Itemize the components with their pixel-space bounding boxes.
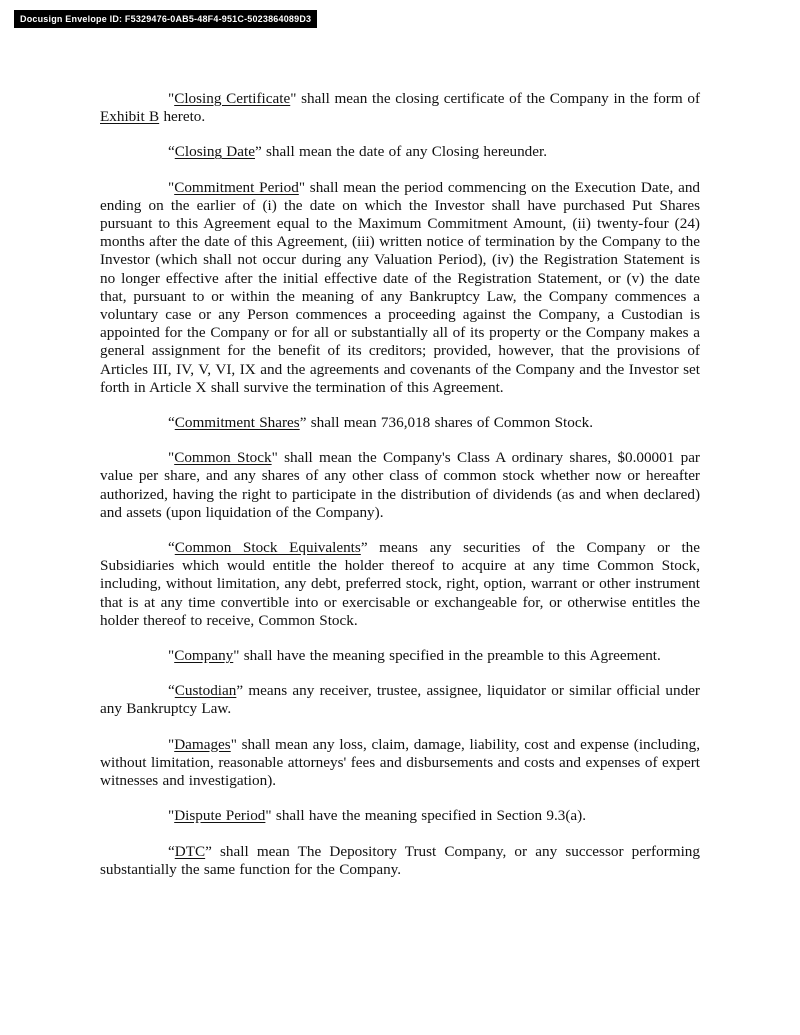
paragraph-text: ” means any receiver, trustee, assignee, liquidator or similar official under any Bankruptcy Law. — [100, 682, 700, 718]
definition-paragraph — [100, 736, 700, 791]
paragraph-text: " — [168, 449, 175, 467]
paragraph-text: “ — [168, 414, 175, 432]
paragraph-text: " shall mean any loss, claim, damage, liability, cost and expense (including, without limitation, reasonable attorneys' fees and disbursements and costs and expenses of expert witnesses and investigation). — [100, 735, 700, 790]
paragraph-text: " — [168, 647, 175, 665]
defined-term: DTC — [174, 842, 206, 860]
definition-paragraph — [100, 807, 700, 825]
defined-term: Closing Date — [174, 143, 255, 161]
definition-paragraph — [100, 143, 700, 161]
definition-paragraph — [100, 449, 700, 522]
paragraph-text: " — [168, 90, 175, 107]
defined-term: Custodian — [174, 682, 237, 700]
defined-term: Commitment Shares — [174, 414, 300, 432]
paragraph-text: hereto. — [159, 108, 206, 126]
defined-term: Closing Certificate — [174, 90, 291, 107]
paragraph-text: ” shall mean the date of any Closing hereunder. — [254, 143, 548, 161]
defined-term: Common Stock Equivalents — [174, 539, 361, 557]
paragraph-text: " shall mean the closing certificate of the Company in the form of — [290, 90, 700, 107]
paragraph-text: ” shall mean The Depository Trust Company, or any successor performing substantially the same function for the Company. — [100, 842, 700, 878]
defined-term: Damages — [174, 735, 231, 753]
paragraph-text: " — [168, 807, 175, 825]
paragraph-text: “ — [168, 842, 175, 860]
paragraph-text: “ — [168, 682, 175, 700]
paragraph-text: “ — [168, 143, 175, 161]
definition-paragraph — [100, 843, 700, 879]
paragraph-text: " shall mean the Company's Class A ordinary shares, $0.00001 par value per share, and any shares of any other class of common stock whether now or hereafter authorized, having the right to participate in the distribution of dividends (as and when declared) and assets (upon liquidation of the Company). — [100, 449, 700, 521]
paragraph-text: " shall mean the period commencing on the Execution Date, and ending on the earlier of (i) the date on which the Investor shall have purchased Put Shares pursuant to this Agreement equal to the Maximum Commitment Amount, (ii) twenty-four (24) months after the date of this Agreement, (iii) written notice of termination by the Company to the Investor (which shall not occur during any Valuation Period), (iv) the Registration Statement is no longer effective after the initial effective date of the Registration Statement, or (v) the date that, pursuant to or within the meaning of any Bankruptcy Law, the Company commences a voluntary case or any Person commences a proceeding against the Company, a Custodian is appointed for the Company or for all or substantially all of its property or the Company makes a general assignment for the benefit of its creditors; provided, however, that the provisions of Articles III, IV, V, VI, IX and the agreements and covenants of the Company and the Investor set forth in Article X shall survive the termination of this Agreement. — [100, 178, 701, 396]
paragraph-text: " — [168, 178, 175, 196]
paragraph-text: ” means any securities of the Company or the Subsidiaries which would entitle the holder thereof to acquire at any time Common Stock, including, without limitation, any debt, preferred stock, right, option, warrant or other instrument that is at any time convertible into or exercisable or exchangeable for, or otherwise entitles the holder thereof to receive, Common Stock. — [100, 539, 700, 629]
definition-paragraph — [100, 647, 700, 665]
paragraph-text: " shall have the meaning specified in Section 9.3(a). — [265, 807, 587, 825]
definition-paragraph — [100, 179, 700, 397]
defined-term: Exhibit B — [100, 108, 160, 126]
paragraph-text: " shall have the meaning specified in the preamble to this Agreement. — [233, 647, 661, 665]
defined-term: Commitment Period — [174, 178, 299, 196]
definition-paragraph — [100, 90, 700, 126]
definition-paragraph — [100, 414, 700, 432]
defined-term: Dispute Period — [174, 807, 266, 825]
paragraph-text: " — [168, 735, 175, 753]
document-body — [100, 90, 700, 879]
defined-term: Company — [174, 647, 234, 665]
paragraph-text: ” shall mean 736,018 shares of Common Stock. — [299, 414, 593, 432]
definition-paragraph — [100, 682, 700, 718]
docusign-envelope-id: Docusign Envelope ID: F5329476-0AB5-48F4-951C-5023864089D3 — [14, 10, 317, 28]
defined-term: Common Stock — [174, 449, 272, 467]
paragraph-text: “ — [168, 539, 175, 557]
definition-paragraph — [100, 539, 700, 630]
